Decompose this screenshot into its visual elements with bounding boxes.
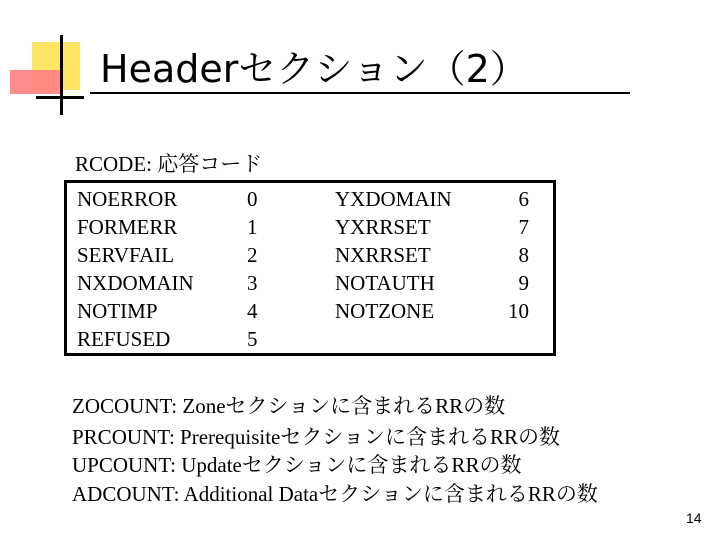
rcode-value: 1 bbox=[247, 215, 258, 239]
rcode-name: REFUSED bbox=[77, 327, 171, 351]
decor-vertical-line bbox=[60, 35, 63, 115]
rcode-name: NXRRSET bbox=[335, 243, 431, 267]
rcode-name: NXDOMAIN bbox=[77, 271, 194, 295]
rcode-name: SERVFAIL bbox=[77, 243, 175, 267]
rcode-value: 3 bbox=[247, 271, 258, 295]
rcode-name: YXRRSET bbox=[335, 215, 431, 239]
rcode-value: 8 bbox=[518, 243, 529, 267]
rcode-value: 4 bbox=[247, 299, 258, 323]
rcode-value: 0 bbox=[247, 187, 258, 211]
rcode-value: 10 bbox=[508, 299, 529, 323]
zocount-line: ZOCOUNT: Zoneセクションに含まれるRRの数 bbox=[72, 394, 506, 418]
rcode-value: 9 bbox=[518, 271, 529, 295]
rcode-value: 5 bbox=[247, 327, 258, 351]
rcode-name: NOTZONE bbox=[335, 299, 435, 323]
rcode-name: FORMERR bbox=[77, 215, 178, 239]
decor-horizontal-line bbox=[36, 96, 84, 99]
decor-red-bar bbox=[10, 70, 60, 94]
rcode-name: YXDOMAIN bbox=[335, 187, 452, 211]
rcode-name: NOTIMP bbox=[77, 299, 158, 323]
upcount-line: UPCOUNT: Updateセクションに含まれるRRの数 bbox=[72, 453, 522, 477]
page-number: 14 bbox=[686, 510, 702, 526]
title-underline bbox=[90, 92, 630, 94]
rcode-heading: RCODE: 応答コード bbox=[75, 152, 263, 176]
rcode-name: NOERROR bbox=[77, 187, 178, 211]
adcount-line: ADCOUNT: Additional Dataセクションに含まれるRRの数 bbox=[72, 482, 598, 506]
prcount-line: PRCOUNT: Prerequisiteセクションに含まれるRRの数 bbox=[72, 425, 560, 449]
rcode-table bbox=[64, 180, 556, 356]
rcode-value: 7 bbox=[518, 215, 529, 239]
rcode-name: NOTAUTH bbox=[335, 271, 435, 295]
rcode-value: 6 bbox=[518, 187, 529, 211]
rcode-value: 2 bbox=[247, 243, 258, 267]
slide-title: Headerセクション（2） bbox=[100, 47, 528, 91]
